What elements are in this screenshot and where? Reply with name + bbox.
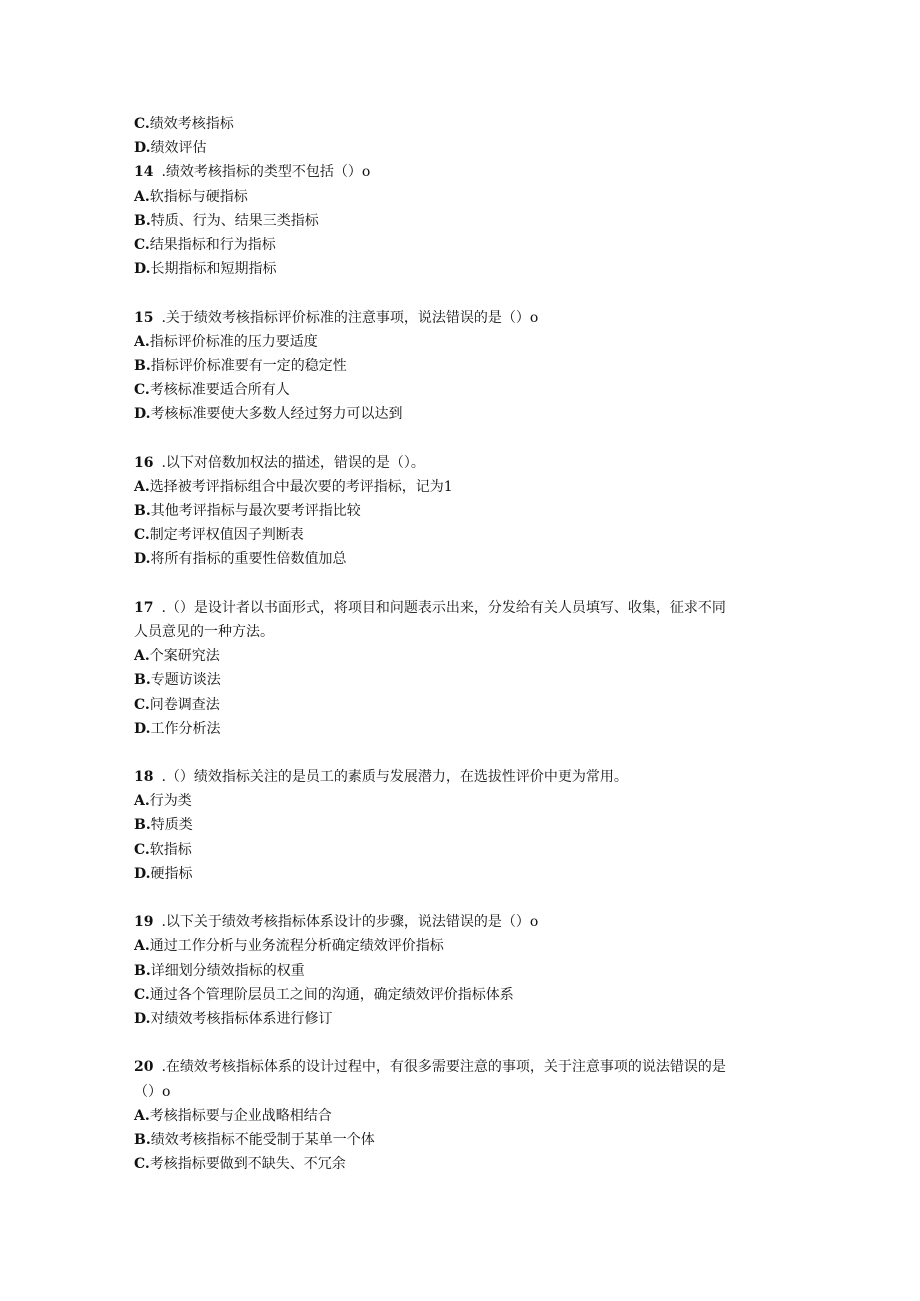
- option-text: 特质、行为、结果三类指标: [150, 212, 319, 229]
- option-line: [134, 983, 794, 1007]
- question-stem: [134, 765, 794, 789]
- option-line: [134, 862, 794, 886]
- option-letter: B.: [134, 212, 151, 229]
- option-line: [134, 185, 794, 209]
- question-stem-continuation: （）o: [134, 1083, 171, 1100]
- option-text: 考核指标要与企业战略相结合: [149, 1107, 332, 1124]
- option-letter: D.: [134, 865, 151, 882]
- option-line: [134, 475, 794, 499]
- question-number: 19: [134, 914, 154, 931]
- option-letter: A.: [134, 938, 150, 955]
- option-text: 选择被考评指标组合中最次要的考评指标，记为1: [149, 478, 453, 495]
- option-text: 制定考评权值因子判断表: [149, 527, 304, 544]
- option-text: 硬指标: [150, 865, 193, 882]
- option-letter: B.: [134, 503, 151, 519]
- option-line: [134, 717, 794, 741]
- option-text: 绩效考核指标: [149, 116, 234, 132]
- option-line: [134, 499, 794, 523]
- option-letter: A.: [134, 478, 150, 495]
- option-line: [134, 136, 794, 160]
- option-text: 特质类: [150, 817, 193, 834]
- question-stem: [134, 160, 794, 184]
- option-line: [134, 257, 794, 281]
- option-line: [134, 378, 794, 402]
- option-text: 考核指标要做到不缺失、不冗余: [149, 1156, 346, 1173]
- option-letter: C.: [134, 986, 150, 1003]
- spacer: [134, 281, 794, 305]
- option-line: [134, 402, 794, 426]
- option-letter: B.: [134, 1131, 151, 1148]
- spacer: [134, 572, 794, 596]
- option-line: [134, 959, 794, 983]
- option-text: 详细划分绩效指标的权重: [150, 962, 305, 979]
- question-stem-continuation: 人员意见的一种方法。: [134, 623, 274, 640]
- question-stem: [134, 306, 794, 330]
- option-letter: D.: [134, 720, 151, 737]
- option-letter: C.: [134, 382, 150, 399]
- option-text: 软指标: [149, 841, 192, 858]
- option-text: 通过各个管理阶层员工之间的沟通，确定绩效评价指标体系: [149, 986, 514, 1003]
- document-page: [134, 112, 794, 1176]
- option-line: [134, 233, 794, 257]
- question-number: 16: [134, 454, 154, 471]
- option-text: 软指标与硬指标: [149, 188, 248, 205]
- question-number: 20: [134, 1059, 154, 1076]
- question-text: .以下关于绩效考核指标体系设计的步骤，说法错误的是（）o: [161, 914, 539, 931]
- option-text: 对绩效考核指标体系进行修订: [150, 1010, 333, 1027]
- option-text: 指标评价标准要有一定的稳定性: [150, 357, 347, 374]
- question-text: .（）是设计者以书面形式，将项目和问题表示出来，分发给有关人员填写、收集，征求不同: [161, 599, 726, 616]
- option-text: 绩效评估: [150, 140, 207, 157]
- option-text: 通过工作分析与业务流程分析确定绩效评价指标: [149, 938, 444, 955]
- option-line: [134, 547, 794, 571]
- option-line: [134, 1104, 794, 1128]
- spacer: [134, 1031, 794, 1055]
- option-line: [134, 112, 794, 136]
- option-line: [134, 693, 794, 717]
- question-text: .在绩效考核指标体系的设计过程中，有很多需要注意的事项，关于注意事项的说法错误的是: [161, 1059, 726, 1076]
- option-letter: B.: [134, 817, 151, 834]
- option-letter: C.: [134, 696, 150, 713]
- question-stem: [134, 910, 794, 934]
- option-letter: D.: [134, 261, 151, 278]
- option-letter: D.: [134, 140, 151, 157]
- question-stem: [134, 596, 794, 620]
- option-line: [134, 668, 794, 692]
- option-letter: C.: [134, 116, 150, 132]
- question-stem: [134, 451, 794, 475]
- option-letter: C.: [134, 841, 150, 858]
- question-text: .（）绩效指标关注的是员工的素质与发展潜力，在选拔性评价中更为常用。: [161, 769, 628, 786]
- option-line: [134, 1128, 794, 1152]
- option-letter: C.: [134, 1156, 150, 1173]
- option-letter: B.: [134, 357, 151, 374]
- option-letter: A.: [134, 1107, 150, 1124]
- question-text: .以下对倍数加权法的描述，错误的是（）。: [161, 454, 425, 471]
- option-letter: D.: [134, 551, 151, 568]
- option-letter: B.: [134, 672, 151, 689]
- option-text: 行为类: [149, 793, 192, 810]
- option-letter: A.: [134, 648, 150, 665]
- option-letter: D.: [134, 406, 151, 423]
- option-text: 长期指标和短期指标: [150, 261, 277, 278]
- option-text: 绩效考核指标不能受制于某单一个体: [150, 1131, 375, 1148]
- option-text: 结果指标和行为指标: [149, 236, 276, 253]
- option-text: 其他考评指标与最次要考评指比较: [150, 503, 361, 519]
- option-letter: B.: [134, 962, 151, 979]
- option-letter: C.: [134, 527, 150, 544]
- option-line: [134, 209, 794, 233]
- option-text: 考核标准要适合所有人: [149, 382, 290, 399]
- option-text: 问卷调查法: [149, 696, 220, 713]
- spacer: [134, 886, 794, 910]
- option-line: [134, 1007, 794, 1031]
- question-number: 18: [134, 769, 154, 786]
- option-letter: C.: [134, 236, 150, 253]
- question-text: .绩效考核指标的类型不包括（）o: [161, 164, 371, 181]
- option-line: [134, 523, 794, 547]
- option-line: [134, 330, 794, 354]
- question-number: 15: [134, 309, 154, 326]
- option-text: 指标评价标准的压力要适度: [149, 333, 318, 350]
- spacer: [134, 426, 794, 450]
- option-text: 个案研究法: [149, 648, 220, 665]
- option-line: [134, 838, 794, 862]
- question-stem: [134, 1055, 794, 1079]
- option-line: [134, 644, 794, 668]
- option-line: [134, 813, 794, 837]
- option-text: 将所有指标的重要性倍数值加总: [150, 551, 347, 568]
- option-text: 工作分析法: [150, 720, 221, 737]
- option-text: 考核标准要使大多数人经过努力可以达到: [150, 406, 403, 423]
- option-line: [134, 354, 794, 378]
- question-number: 17: [134, 599, 154, 616]
- option-letter: A.: [134, 188, 150, 205]
- option-line: [134, 1152, 794, 1176]
- spacer: [134, 741, 794, 765]
- option-line: [134, 789, 794, 813]
- option-letter: A.: [134, 793, 150, 810]
- option-text: 专题访谈法: [150, 672, 221, 689]
- option-letter: A.: [134, 333, 150, 350]
- option-line: [134, 934, 794, 958]
- question-text: .关于绩效考核指标评价标准的注意事项，说法错误的是（）o: [161, 309, 539, 326]
- question-number: 14: [134, 164, 154, 181]
- option-letter: D.: [134, 1010, 151, 1027]
